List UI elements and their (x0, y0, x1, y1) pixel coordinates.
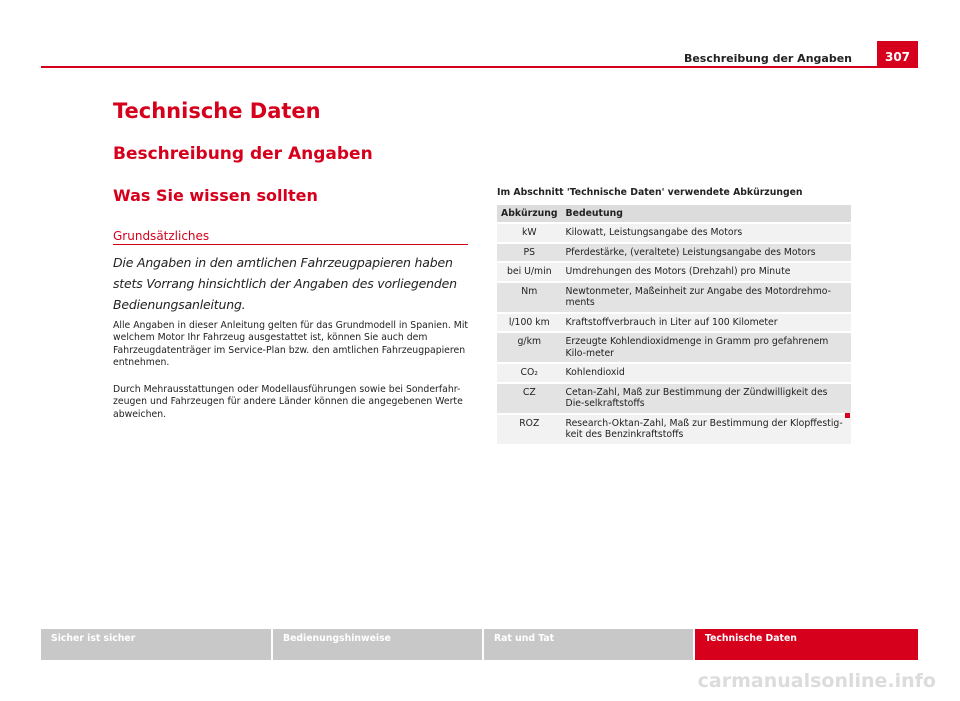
topic-rule (113, 244, 468, 245)
meaning-cell: Kraftstoffverbrauch in Liter auf 100 Kilometer (562, 313, 851, 333)
watermark: carmanualsonline.info (697, 670, 936, 692)
abbreviation-cell: PS (497, 243, 562, 263)
end-of-section-marker (845, 413, 850, 418)
table-caption: Im Abschnitt 'Technische Daten' verwendete Abkürzungen (497, 187, 803, 198)
page-number: 307 (877, 41, 918, 68)
meaning-cell: Kilowatt, Leistungsangabe des Motors (562, 223, 851, 243)
header-meaning: Bedeutung (562, 205, 851, 223)
lead-text: Die Angaben in den amtlichen Fahrzeugpapieren haben stets Vorrang hinsichtlich der Angaben des vorliegenden Bedienungsanleitung. (113, 255, 457, 312)
footer-tab-rat-und-tat[interactable]: Rat und Tat (484, 629, 693, 660)
abbreviation-cell: ROZ (497, 414, 562, 444)
abbreviation-cell: kW (497, 223, 562, 243)
footer-nav (41, 629, 918, 660)
footer-tab-bedienungshinweise[interactable]: Bedienungshinweise (273, 629, 482, 660)
section-title: Beschreibung der Angaben (113, 144, 373, 164)
meaning-cell: Newtonmeter, Maßeinheit zur Angabe des Motordrehmo-ments (562, 282, 851, 313)
abbreviation-cell: CO₂ (497, 363, 562, 383)
meaning-cell: Erzeugte Kohlendioxidmenge in Gramm pro gefahrenem Kilo-meter (562, 332, 851, 363)
table-row (497, 383, 851, 414)
running-title: Beschreibung der Angaben (683, 52, 852, 65)
header-abbreviation: Abkürzung (497, 205, 562, 223)
table-header-row (497, 205, 851, 223)
paragraph-2: Durch Mehrausstattungen oder Modellausführungen sowie bei Sonderfahr-zeugen und Fahrzeugen für andere Länder können die angegebenen Werte abweichen. (113, 384, 463, 420)
abbreviation-cell: g/km (497, 332, 562, 363)
subsection-title: Was Sie wissen sollten (113, 186, 318, 205)
abbreviation-cell: l/100 km (497, 313, 562, 333)
table-row (497, 243, 851, 263)
meaning-cell: Kohlendioxid (562, 363, 851, 383)
chapter-title: Technische Daten (113, 99, 321, 123)
table-row (497, 414, 851, 444)
table-row (497, 223, 851, 243)
table-row (497, 313, 851, 333)
meaning-cell: Research-Oktan-Zahl, Maß zur Bestimmung der Klopffestig-keit des Benzinkraftstoffs (562, 414, 851, 444)
abbreviation-cell: bei U/min (497, 262, 562, 282)
table-row (497, 282, 851, 313)
meaning-cell: Pferdestärke, (veraltete) Leistungsangabe des Motors (562, 243, 851, 263)
header-rule (41, 66, 918, 68)
footer-tab-sicher-ist-sicher[interactable]: Sicher ist sicher (41, 629, 271, 660)
meaning-cell: Umdrehungen des Motors (Drehzahl) pro Minute (562, 262, 851, 282)
footer-tab-technische-daten[interactable]: Technische Daten (695, 629, 918, 660)
table-row (497, 262, 851, 282)
paragraph-1: Alle Angaben in dieser Anleitung gelten für das Grundmodell in Spanien. Mit welchem Motor Ihr Fahrzeug ausgestattet ist, können Sie auch dem Fahrzeugdatenträger im Service-Plan bzw. den amtlichen Fahrzeugpapieren entnehmen. (113, 320, 469, 368)
topic-title: Grundsätzliches (113, 229, 210, 243)
table-row (497, 332, 851, 363)
table-row (497, 363, 851, 383)
abbreviation-cell: Nm (497, 282, 562, 313)
abbreviations-table (497, 205, 851, 444)
meaning-cell: Cetan-Zahl, Maß zur Bestimmung der Zündwilligkeit des Die-selkraftstoffs (562, 383, 851, 414)
abbreviation-cell: CZ (497, 383, 562, 414)
